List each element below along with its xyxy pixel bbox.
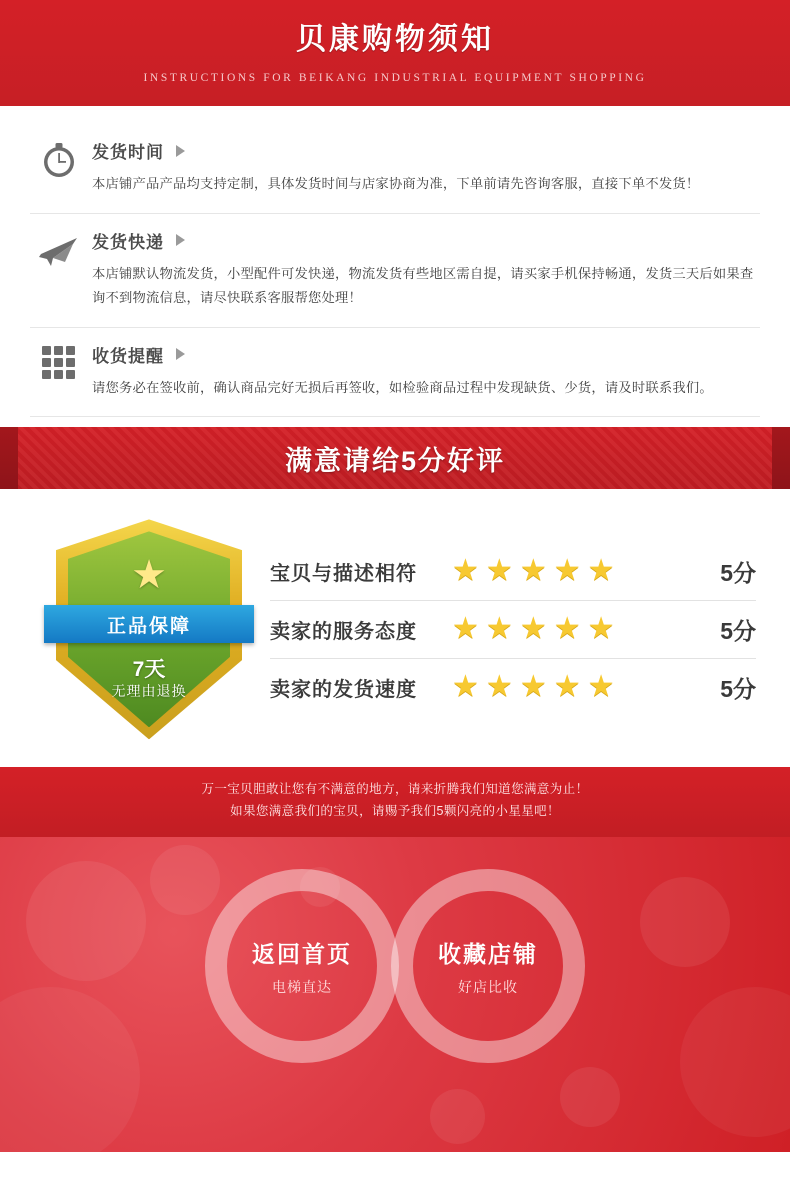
- star-icon: ★: [131, 553, 167, 598]
- triangle-arrow-icon: [176, 145, 185, 157]
- star-icon: ★: [452, 612, 479, 646]
- footnote-section: [0, 767, 790, 837]
- star-icon: ★: [452, 554, 479, 588]
- star-icon: ★: [587, 612, 615, 646]
- score-label: 卖家的服务态度: [270, 620, 417, 643]
- footnote-line-2: 如果您满意我们的宝贝，请赐予我们5颗闪亮的小星星吧！: [230, 804, 560, 819]
- star-icon: ★: [519, 612, 547, 646]
- star-icon: ★: [485, 554, 513, 588]
- rating-banner-title: 满意请给5分好评: [284, 445, 506, 476]
- star-icon: ★: [587, 670, 615, 704]
- notice-body: [88, 138, 760, 197]
- star-icon: ★: [485, 670, 513, 704]
- favorite-shop-button[interactable]: [391, 869, 585, 1063]
- rating-section: [0, 489, 790, 767]
- notice-head: [92, 138, 760, 163]
- notice-text: 请您务必在签收前，确认商品完好无损后再签收，如检验商品过程中发现缺货、少货，请及时联系我们。: [92, 379, 713, 395]
- bottom-action-section: [0, 837, 790, 1152]
- star-icon: ★: [485, 612, 513, 646]
- notice-title: 发货时间: [92, 143, 164, 162]
- guarantee-badge-wrap: [34, 519, 264, 739]
- notice-item-receiving-reminder: [30, 328, 760, 418]
- guarantee-badge: [56, 519, 242, 739]
- score-value: 5分: [720, 559, 756, 586]
- star-rating: [452, 614, 696, 644]
- star-icon: ★: [553, 554, 581, 588]
- back-to-home-label: 返回首页: [252, 940, 352, 967]
- bottom-buttons: [0, 869, 790, 1063]
- guarantee-note: 无理由退换: [111, 683, 187, 700]
- star-icon: ★: [519, 670, 547, 704]
- star-icon: ★: [553, 670, 581, 704]
- notice-body: [88, 228, 760, 311]
- back-to-home-button[interactable]: [205, 869, 399, 1063]
- notice-item-shipping-time: [30, 124, 760, 214]
- decorative-bubble: [430, 1089, 485, 1144]
- notice-head: [92, 342, 760, 367]
- notice-text: 本店铺默认物流发货，小型配件可发快递，物流发货有些地区需自提，请买家手机保持畅通，发货三天后如果查询不到物流信息，请尽快联系客服帮您处理！: [92, 265, 754, 306]
- back-to-home-sublabel: 电梯直达: [272, 978, 332, 995]
- favorite-shop-label: 收藏店铺: [438, 940, 538, 967]
- score-row: [270, 601, 756, 659]
- clock-icon: [30, 138, 88, 180]
- page-header: [0, 0, 790, 106]
- triangle-arrow-icon: [176, 348, 185, 360]
- score-value: 5分: [720, 617, 756, 644]
- notice-title: 发货快递: [92, 232, 164, 252]
- score-row: [270, 659, 756, 716]
- star-rating: [452, 672, 696, 702]
- score-row: [270, 543, 756, 601]
- favorite-shop-sublabel: 好店比收: [458, 978, 518, 995]
- notice-head: [92, 228, 760, 253]
- decorative-bubble: [560, 1067, 620, 1127]
- notice-body: [88, 342, 760, 401]
- notice-item-shipping-method: [30, 214, 760, 328]
- page-subtitle: INSTRUCTIONS FOR BEIKANG INDUSTRIAL EQUIPMENT SHOPPING: [143, 72, 647, 84]
- notice-text: 本店铺产品产品均支持定制，具体发货时间与店家协商为准，下单前请先咨询客服，直接下单不发货！: [92, 176, 700, 191]
- footnote-line-1: 万一宝贝胆敢让您有不满意的地方，请来折腾我们知道您满意为止！: [201, 782, 589, 797]
- guarantee-days: 7天: [132, 658, 166, 682]
- notice-section: [0, 106, 790, 427]
- star-icon: ★: [452, 670, 479, 704]
- triangle-arrow-icon: [176, 234, 185, 246]
- guarantee-ribbon-label: 正品保障: [106, 615, 191, 637]
- rating-banner: [0, 427, 790, 489]
- star-rating: [452, 556, 696, 586]
- score-list: [264, 543, 756, 716]
- star-icon: ★: [587, 554, 615, 588]
- page-title: 贝康购物须知: [296, 23, 494, 56]
- guarantee-ribbon: [44, 605, 254, 643]
- score-label: 卖家的发货速度: [270, 678, 417, 701]
- score-label: 宝贝与描述相符: [270, 562, 417, 585]
- airplane-icon: [30, 228, 88, 270]
- score-value: 5分: [720, 675, 756, 702]
- notice-title: 收货提醒: [92, 346, 164, 366]
- star-icon: ★: [553, 612, 581, 646]
- grid-icon: [30, 342, 88, 382]
- star-icon: ★: [519, 554, 547, 588]
